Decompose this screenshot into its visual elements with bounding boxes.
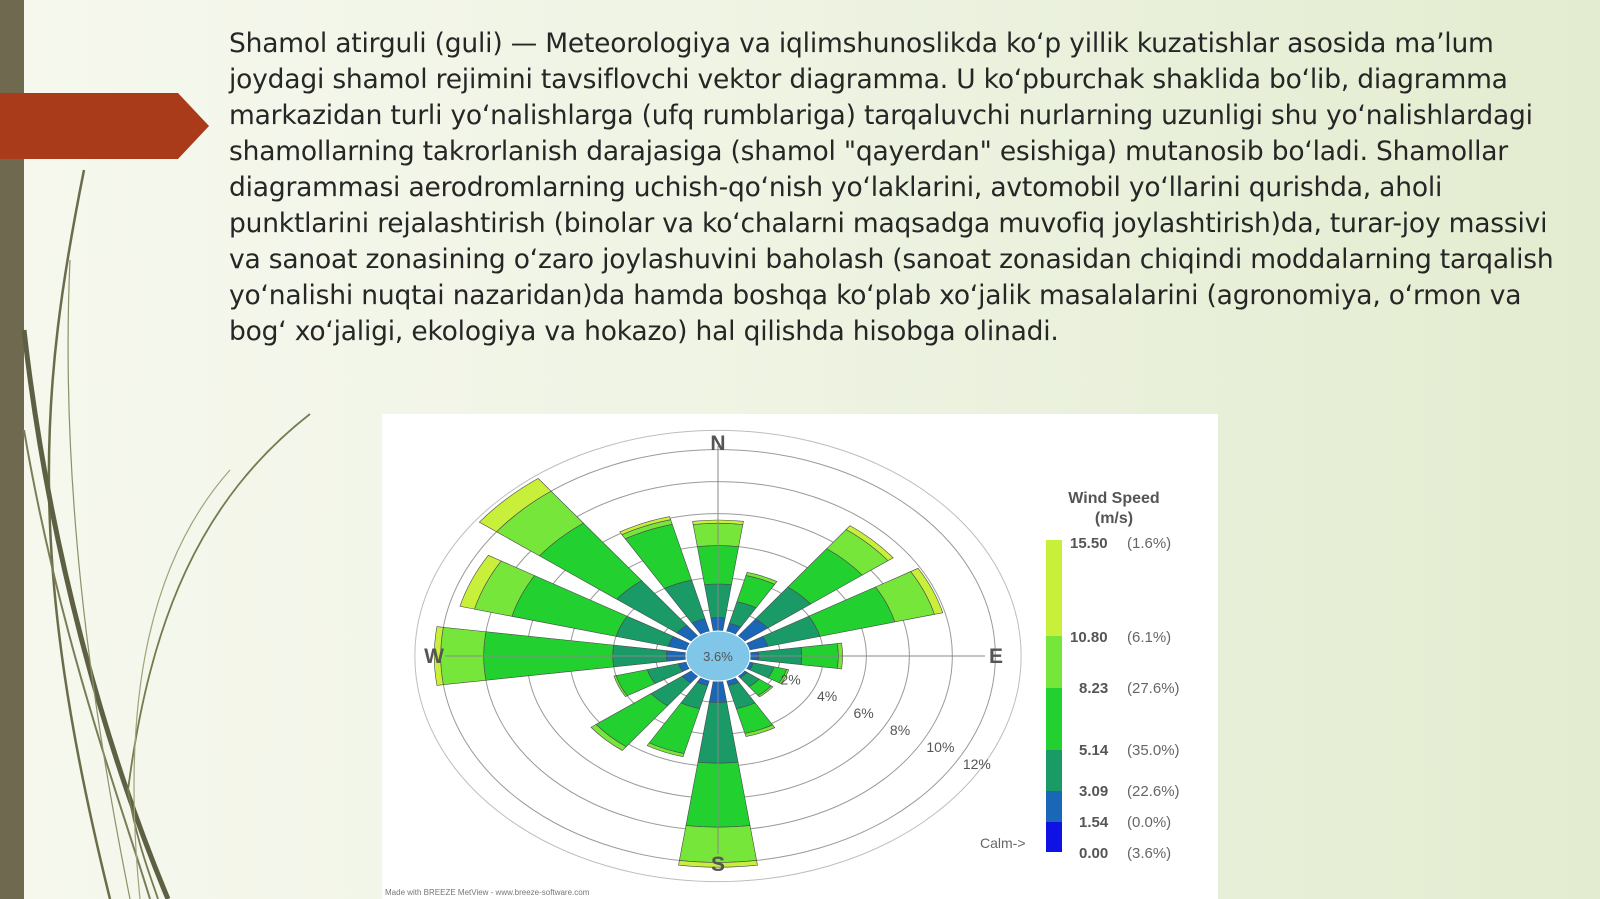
slide-paragraph: Shamol atirguli (guli) — Meteorologiya va iqlimshunoslikda ko‘p yillik kuzatishlar asosida ma’lum joydagi shamol rejimini tavsiflovchi vektor diagramma. U ko‘pburchak shaklida bo‘lib, diagramma markazidan turli yo‘nalishlarga (ufq rumblariga) tarqaluvchi nurlarning uzunligi shu yo‘nalishlardagi shamollarning takrorlanish darajasiga (shamol "qayerdan" esishiga) mutanosib bo‘ladi. Shamollar diagrammasi aerodromlarning uchish-qo‘nish yo‘laklarini, avtomobil yo‘llarini qurishda, aholi punktlarini rejalashtirish (binolar va ko‘chalarni maqsadga muvofiq joylashtirish)da, turar-joy massivi va sanoat zonasining o‘zaro joylashuvini baholash (sanoat zonasidan chiqindi moddalarning tarqalish yo‘nalishi nuqtai nazaridan)da hamda boshqa ko‘plab xo‘jalik masalalarini (agronomiya, o‘rmon va bog‘ xo‘jaligi, ekologiya va hokazo) hal qilishda hisobga olinadi. <box>229 28 1554 347</box>
chart-credit: Made with BREEZE MetView - www.breeze-software.com <box>385 888 590 897</box>
legend-segment-4 <box>1046 750 1062 791</box>
legend-labels <box>1070 535 1180 862</box>
compass-west: W <box>424 645 444 668</box>
legend-bin-value-3: 8.23 <box>1079 680 1109 697</box>
legend-bin-pct-7: (3.6%) <box>1127 845 1172 862</box>
ring-label-5: 10% <box>926 739 955 756</box>
legend-segment-1 <box>1046 540 1062 636</box>
legend-bin-pct-6: (0.0%) <box>1127 814 1172 831</box>
legend-title-line2: (m/s) <box>1094 510 1134 527</box>
legend-bin-pct-3: (27.6%) <box>1127 680 1180 697</box>
ring-label-1: 2% <box>780 671 801 688</box>
ring-label-4: 8% <box>889 722 911 739</box>
ring-label-6: 12% <box>962 756 991 773</box>
legend-segment-5 <box>1046 791 1062 822</box>
legend-calm-marker: Calm-> <box>980 835 1026 851</box>
legend-bin-pct-1: (1.6%) <box>1127 535 1172 552</box>
compass-south: S <box>710 853 726 876</box>
ring-label-2: 4% <box>816 688 838 705</box>
legend-segment-2 <box>1046 636 1062 688</box>
legend-bin-value-7: 0.00 <box>1079 845 1109 862</box>
legend-bin-value-4: 5.14 <box>1079 742 1109 759</box>
legend-bin-value-2: 10.80 <box>1070 629 1108 646</box>
legend-color-bar <box>1046 540 1062 852</box>
wind-rose-svg <box>382 414 1218 899</box>
ring-label-3: 6% <box>853 705 874 722</box>
legend-bin-pct-4: (35.0%) <box>1127 742 1180 759</box>
legend <box>980 490 1180 862</box>
legend-title-line1: Wind Speed <box>1068 490 1160 507</box>
legend-segment-3 <box>1046 688 1062 750</box>
wind-rose-chart <box>382 414 1218 899</box>
legend-bin-value-6: 1.54 <box>1079 814 1109 831</box>
ring-label-group <box>781 671 991 772</box>
accent-arrow-fill <box>0 93 209 159</box>
legend-bin-pct-5: (22.6%) <box>1127 783 1180 800</box>
legend-bin-value-1: 15.50 <box>1070 535 1108 552</box>
legend-bin-pct-2: (6.1%) <box>1127 629 1172 646</box>
accent-arrow-shape <box>0 93 212 159</box>
compass-east: E <box>988 645 1004 668</box>
calm-percent-label: 3.6% <box>703 649 733 664</box>
compass-north: N <box>710 432 726 455</box>
legend-bin-value-5: 3.09 <box>1079 783 1109 800</box>
wedges-group <box>434 478 943 867</box>
legend-segment-6 <box>1046 822 1062 852</box>
